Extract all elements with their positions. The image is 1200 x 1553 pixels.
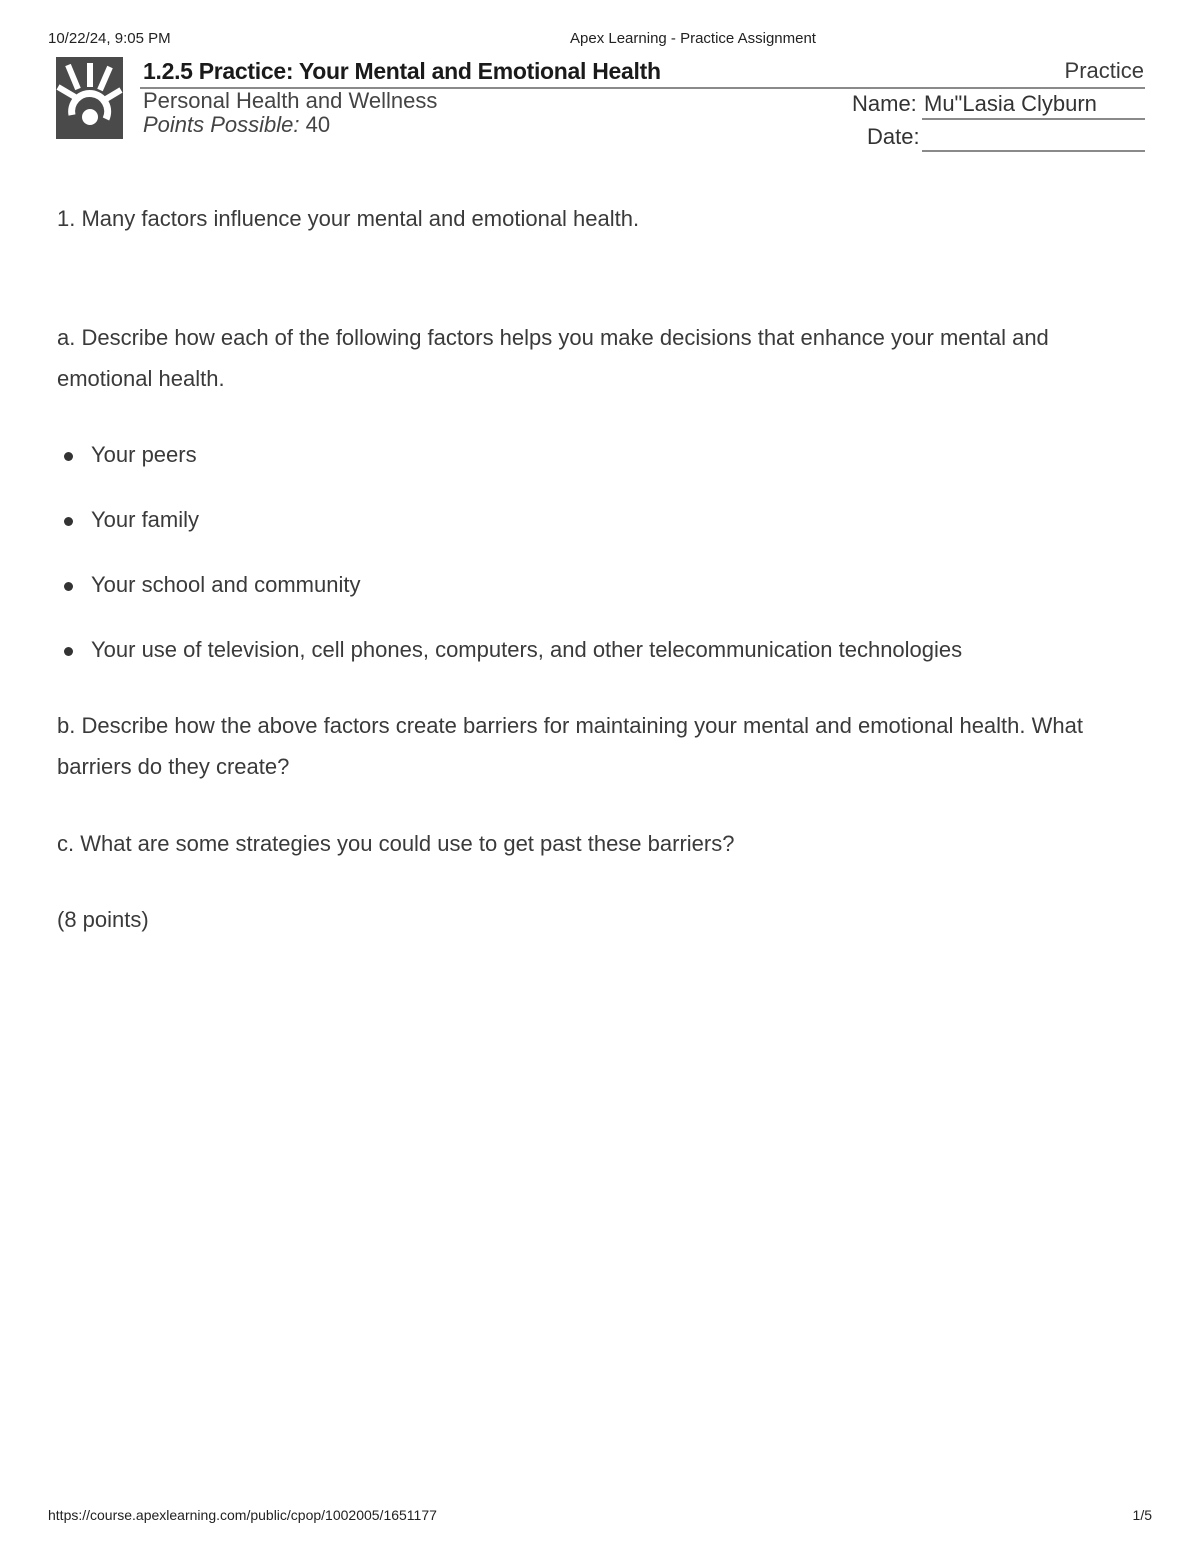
points-label: Points Possible: xyxy=(143,112,300,137)
list-item-text: Your peers xyxy=(91,442,197,467)
question-part-b: b. Describe how the above factors create barriers for maintaining your mental and emotional health. What barriers do they create? xyxy=(57,713,1083,779)
bullet-icon xyxy=(64,452,73,461)
question-intro: 1. Many factors influence your mental and emotional health. xyxy=(57,206,640,231)
assignment-type-label: Practice xyxy=(1064,58,1144,83)
bullet-icon xyxy=(64,517,73,526)
date-label: Date: xyxy=(867,124,920,149)
print-page-number: 1/5 xyxy=(1132,1507,1152,1523)
question-part-c: c. What are some strategies you could use to get past these barriers? xyxy=(57,831,735,856)
question-part-a: a. Describe how each of the following factors helps you make decisions that enhance your mental and emotional health. xyxy=(57,325,1049,391)
assignment-title: 1.2.5 Practice: Your Mental and Emotional Health xyxy=(143,58,661,84)
name-field: Mu"Lasia Clyburn xyxy=(924,91,1097,116)
print-page-title: Apex Learning - Practice Assignment xyxy=(570,30,816,47)
name-underline xyxy=(922,118,1145,120)
bullet-icon xyxy=(64,647,73,656)
points-value: 40 xyxy=(305,112,331,137)
question-points: (8 points) xyxy=(57,907,149,932)
bullet-icon xyxy=(64,582,73,591)
date-underline xyxy=(922,150,1145,152)
course-name: Personal Health and Wellness xyxy=(143,88,438,113)
print-datetime: 10/22/24, 9:05 PM xyxy=(48,30,171,47)
name-label: Name: xyxy=(852,91,917,116)
list-item-text: Your family xyxy=(91,507,200,532)
list-item-text: Your use of television, cell phones, computers, and other telecommunication technologies xyxy=(91,637,963,662)
print-url: https://course.apexlearning.com/public/cpop/1002005/1651177 xyxy=(48,1507,437,1523)
points-possible xyxy=(143,112,330,138)
apex-logo-icon xyxy=(56,57,123,139)
list-item-text: Your school and community xyxy=(91,572,361,597)
